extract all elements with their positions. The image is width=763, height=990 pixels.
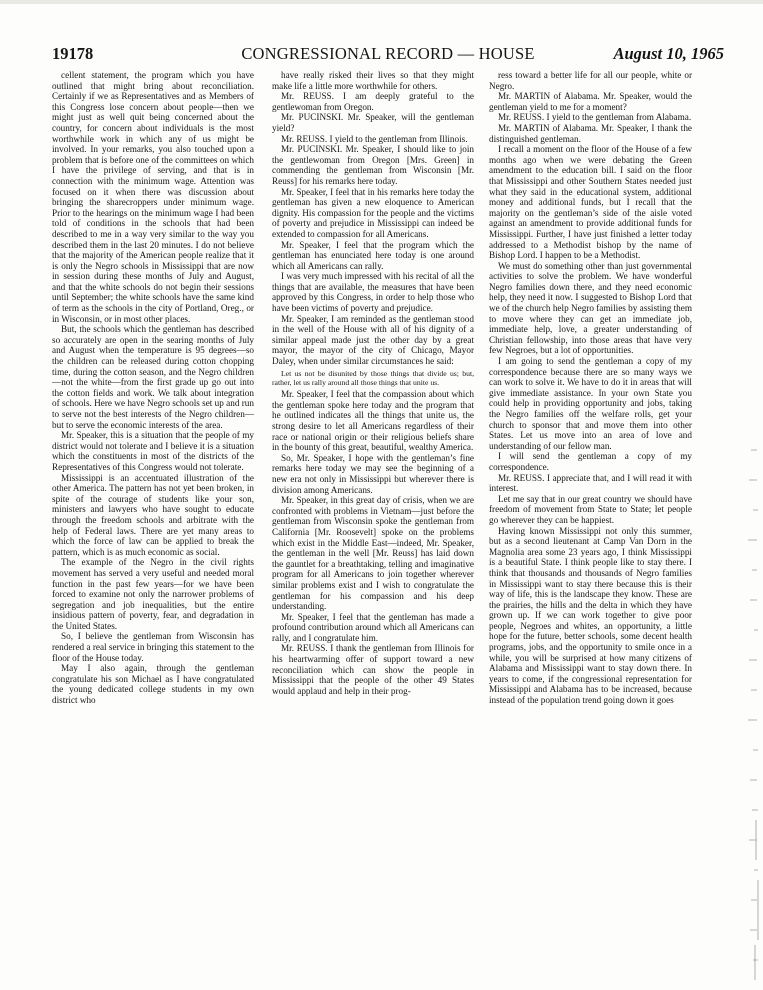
paragraph: ress toward a better life for all our people, white or Negro. [489,70,692,91]
paragraph: I will send the gentleman a copy of my correspondence. [489,451,692,472]
paragraph: Mr. Speaker, I feel that the gentleman has made a profound contribution around which all Americans can rally, and I congratulate him. [272,611,474,643]
paragraph: But, the schools which the gentleman has described so accurately are open in the searing months of July and August when the temperature is 95 degrees—so the children can be released during cotton chopping time, during the cotton season, and the Negro children—not the white—from the first grade up go out into the cotton fields and work. We talk about integration of schools. Here we have Negro schools set up and run to serve not the best interests of the Negro children—but to serve the economic interests of the area. [52,324,254,430]
block-quote: Let us not be disunited by those things that divide us; but, rather, let us rally around all those things that unite us. [272,368,474,387]
page-number: 19178 [52,44,94,63]
paragraph: Mr. Speaker, I am reminded as the gentleman stood in the well of the House with all of his dignity of a similar appeal made just the other day by a great mayor, the mayor of the city of Chicago, Mayor Daley, when under similar circumstances he said: [272,313,474,367]
issue-date: August 10, 1965 [613,44,724,63]
paragraph: Having known Mississippi not only this summer, but as a second lieutenant at Camp Van Dorn in the Magnolia area some 23 years ago, I think Mississippi is a beautiful State. I think people like to stay there. I think that thousands and thousands of Negro families in Mississippi want to stay there because this is their way of life, this is the landscape they know. These are the prairies, the hills and the delta in which they have grown up. If we can work together to give poor people, Negroes and whites, an opportunity, a little hope for the future, better schools, some decent health programs, jobs, and the opportunity to smile once in a while, you will be surprised at how many citizens of Alabama and Mississippi want to stay down there. In years to come, if the congressional representation for Mississippi and Alabama has to be increased, because instead of the population trend going down it goes [489,525,692,706]
text-column-2 [272,70,474,985]
paragraph: Mr. PUCINSKI. Mr. Speaker, will the gentleman yield? [272,112,474,133]
paragraph: The example of the Negro in the civil rights movement has served a very useful and needed moral function in the past few years—for we have been forced to examine not only the narrower problems of segregation and job inequalities, but the entire insidious pattern of poverty, fear, and degradation in the United States. [52,557,254,631]
text-column-1 [52,70,254,985]
paragraph: Mr. REUSS. I appreciate that, and I will read it with interest. [489,472,692,494]
paragraph: Mr. Speaker, I feel that the compassion about which the gentleman spoke here today and the program that he outlined indicates all the things that unite us, the strong desire to let all Americans regardless of their race or national origin or their religious beliefs share in the bounty of this great, beautiful, wealthy America. [272,389,474,453]
paragraph: Mr. Speaker, in this great day of crisis, when we are confronted with problems in Vietnam—just before the gentleman from Wisconsin spoke the gentleman from California [Mr. Roosevelt] spoke on the problems which exist in the Middle East—indeed, Mr. Speaker, the gentleman in the well [Mr. Reuss] has laid down the gauntlet for a breathtaking, telling and imaginative program for all Americans to join together wherever similar problems exist and I wish to congratulate the gentleman for his compassion and his deep understanding. [272,495,474,612]
paragraph: Mr. REUSS. I yield to the gentleman from Illinois. [281,133,468,144]
paragraph: Mr. Speaker, I feel that the program which the gentleman has enunciated here today is one around which all Americans can rally. [272,239,474,271]
paragraph: have really risked their lives so that they might make life a little more worthwhile for others. [272,70,474,91]
paragraph: cellent statement, the program which you have outlined that might bring about reconciliation. Certainly if we as Representatives and as Members of this Congress lose concern about people—then we might just as well quit being concerned about the country, for concern about individuals is the most worthwhile work in which any of us might be involved. In your remarks, you also touched upon a problem that is before one of the committees on which I have the privilege of serving, and that is in connection with the minimum wage. Attention was focused on it when there was discussion about bringing the sharecroppers under minimum wage. Prior to the hearings on the minimum wage I had been told of conditions in the schools that had been described to me in a way very similar to the way you described them in the last 20 minutes. I do not believe that the majority of the American people realize that it is only the Negro schools in Mississippi that are now in session during these months of July and August, and that the white schools do not begin their sessions until September; the white schools have the same kind of term as the schools in the city of Portland, Oreg., or in Wisconsin, or in most other places. [52,70,254,324]
paragraph: So, I believe the gentleman from Wisconsin has rendered a real service in bringing this statement to the floor of the House today. [52,631,254,663]
paragraph: Mr. Speaker, this is a situation that the people of my district would not tolerate and I believe it is a situation which the constituents in most of the districts of the Representatives of this Congress would not tolerate. [52,430,254,472]
text-column-3 [489,70,692,985]
paragraph: May I also again, through the gentleman congratulate his son Michael as I have congratulated the young dedicated college students in my own district who [52,663,254,706]
paragraph: So, Mr. Speaker, I hope with the gentleman’s fine remarks here today we may see the beginning of a new era not only in Mississippi but wherever there is division among Americans. [272,452,474,495]
paragraph: I am going to send the gentleman a copy of my correspondence because there are so many ways we can work to solve it. We have to do it in areas that will give immediate assistance. In your own State you could help in providing opportunity and jobs, taking the Negro families off the welfare rolls, get your church to sponsor that and move them into other States. Let us move into an area of love and understanding of our fellow man. [489,356,692,451]
paragraph: Mr. PUCINSKI. Mr. Speaker, I should like to join the gentlewoman from Oregon [Mrs. Green] in commending the gentleman from Wisconsin [Mr. Reuss] for his remarks here today. [272,144,474,186]
paragraph: Mr. MARTIN of Alabama. Mr. Speaker, I thank the distinguished gentleman. [489,122,692,144]
paragraph: Mr. Speaker, I feel that in his remarks here today the gentleman has given a new eloquence to American dignity. His compassion for the people and the victims of poverty and prejudice in Mississippi can indeed be extended to compassion for all Americans. [272,186,474,239]
paragraph: We must do something other than just governmental activities to solve the problem. We have wonderful Negro families down there, and they need economic help, they need it now. I suggested to Bishop Lord that we of the church help Negro families by assisting them to move where they can get an immediate job, immediate help, love, a greater understanding of Christian fellowship, into those areas that have very few Negroes, but a lot of opportunities. [489,260,692,356]
paragraph: Mississippi is an accentuated illustration of the other America. The pattern has not yet been broken, in spite of the courage of students like your son, ministers and lawyers who have sought to educate through the freedom schools and arbitrate with the help of Federal laws. There are yet many areas to which the force of law can be applied to break the pattern, which is as much economic as social. [52,472,254,557]
paragraph: Mr. MARTIN of Alabama. Mr. Speaker, would the gentleman yield to me for a moment? [489,91,692,112]
paragraph: Mr. REUSS. I am deeply grateful to the gentlewoman from Oregon. [272,91,474,112]
scan-edge [0,0,763,4]
scan-artifact-marks [701,440,761,990]
paragraph: Mr. REUSS. I thank the gentleman from Illinois for his heartwarming offer of support toward a new reconciliation which can show the people in Mississippi that the people of the other 49 States would applaud and help in their prog- [272,643,474,696]
page-header [52,44,724,66]
paragraph: I recall a moment on the floor of the House of a few months ago when we were debating the Green amendment to the education bill. I said on the floor that Mississippi and other Southern States needed just what they said in the educational system, additional money and additional funds, but I recall that the majority on the gentleman’s side of the aisle voted against an amendment to provide additional funds for Mississippi. Further, I have just finished a letter today addressed to a Methodist bishop by the name of Bishop Lord. I happen to be a Methodist. [489,144,692,261]
paragraph: I was very much impressed with his recital of all the things that are available, the measures that have been approved by this Congress, in order to help those who have been victims of poverty and prejudice. [272,271,474,314]
paragraph: Mr. REUSS. I yield to the gentleman from Alabama. [498,112,692,123]
paragraph: Let me say that in our great country we should have freedom of movement from State to State; let people go wherever they can be happiest. [489,493,692,525]
publication-title: CONGRESSIONAL RECORD — HOUSE [241,44,535,63]
